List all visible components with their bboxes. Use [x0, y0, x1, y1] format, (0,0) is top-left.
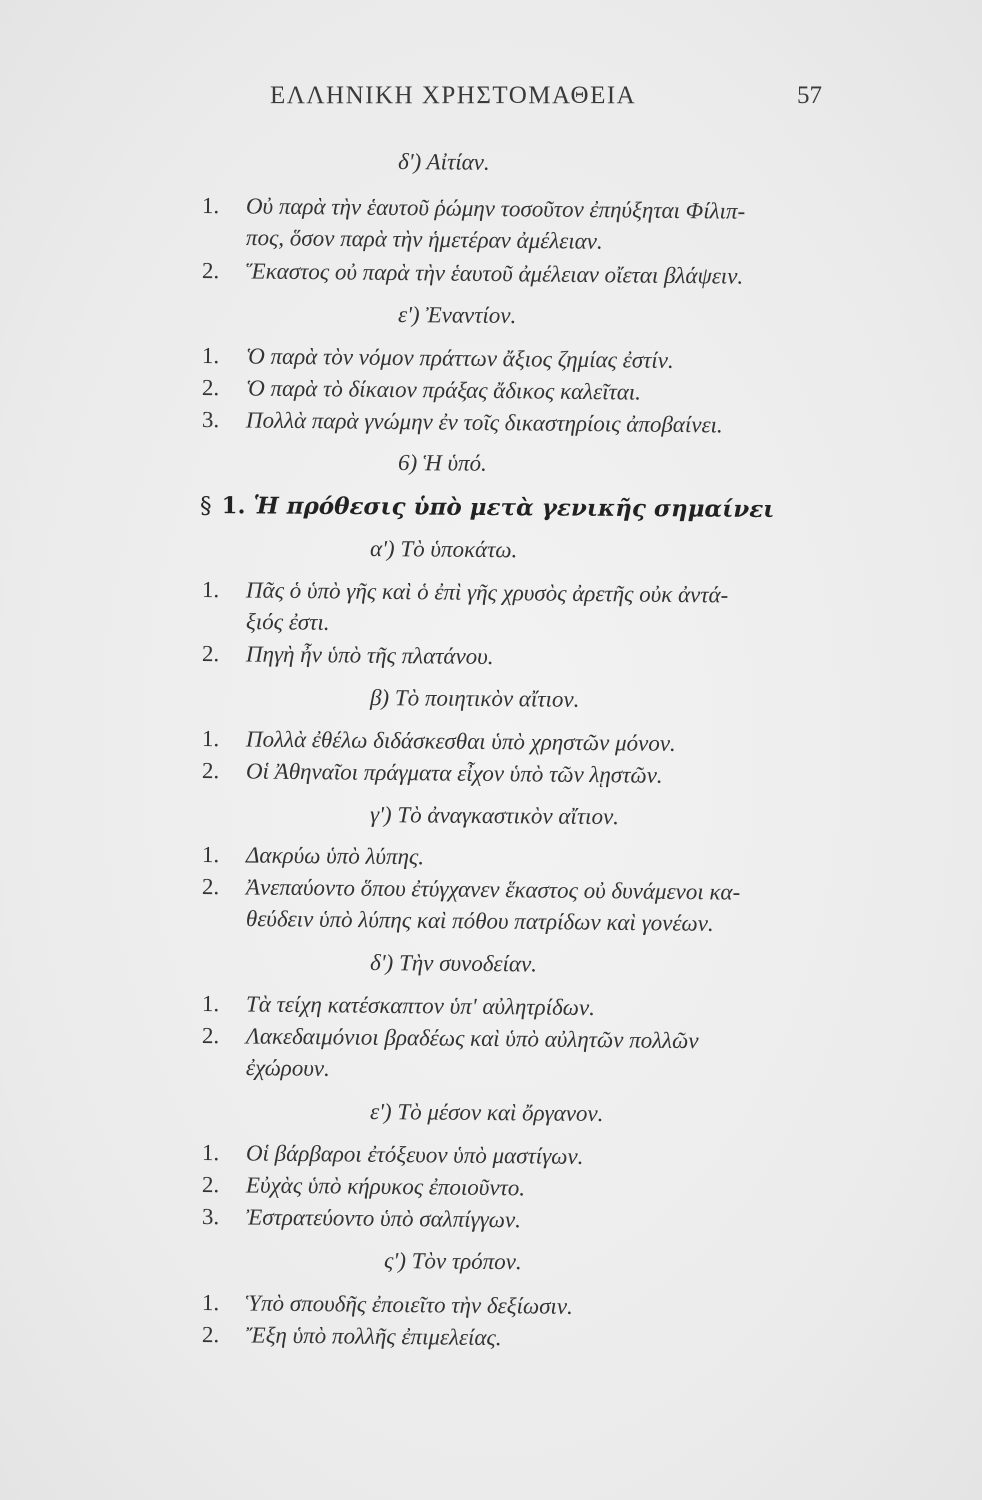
example-text: Ἐστρατεύοντο ὑπὸ σαλπίγγων. [245, 1204, 522, 1233]
example-text: Ἕκαστος οὐ παρὰ τὴν ἑαυτοῦ ἀμέλειαν οἴεται βλάψειν. [245, 258, 744, 289]
example-line [202, 341, 674, 376]
section-number: 1. [221, 492, 246, 520]
example-number: 2. [201, 1172, 220, 1198]
example-line [202, 256, 744, 292]
example-text: Δακρύω ὑπὸ λύπης. [245, 842, 425, 870]
part-heading-hypo: 6) Ἡ ὑπό. [397, 450, 487, 476]
example-text: Οὐ παρὰ τὴν ἑαυτοῦ ῥώμην τοσοῦτον ἐπηύξηται Φίλιπ- [245, 193, 746, 224]
example-line [202, 405, 723, 440]
example-line [202, 724, 676, 759]
example-number: 2. [201, 1023, 220, 1049]
example-line-continuation [246, 223, 603, 257]
example-line [202, 1170, 525, 1203]
example-number: 3. [201, 1204, 220, 1230]
example-line [202, 1138, 584, 1172]
example-number: 2. [201, 258, 220, 284]
example-number: 1. [201, 577, 220, 603]
example-number: 1. [201, 1290, 220, 1316]
example-line [202, 1288, 573, 1322]
example-text: Ὁ παρὰ τὸν νόμον πράττων ἄξιος ζημίας ἐστίν. [245, 343, 674, 373]
running-head [0, 82, 982, 118]
example-text: Ἔξη ὑπὸ πολλῆς ἐπιμελείας. [245, 1322, 502, 1351]
example-text: Λακεδαιμόνιοι βραδέως καὶ ὑπὸ αὐλητῶν πολλῶν [245, 1023, 699, 1054]
example-number: 2. [201, 375, 220, 401]
example-number: 2. [201, 641, 220, 667]
example-line [202, 989, 595, 1023]
example-number: 2. [201, 758, 220, 784]
example-text: Ὁ παρὰ τὸ δίκαιον πράξας ἄδικος καλεῖται. [245, 375, 642, 405]
example-number: 1. [201, 991, 220, 1017]
example-text: Πολλὰ ἐθέλω διδάσκεσθαι ὑπὸ χρηστῶν μόνον. [245, 726, 676, 756]
example-line [202, 1021, 699, 1056]
subheading-alpha-beneath: α') Τὸ ὑποκάτω. [369, 536, 518, 563]
example-number: 1. [201, 726, 220, 752]
section-title: Ἡ πρόθεσις ὑπὸ μετὰ γενικῆς σημαίνει [253, 492, 775, 524]
example-text: θεύδειν ὑπὸ λύπης καὶ πόθου πατρίδων καὶ γονέων. [245, 906, 714, 936]
example-text: Οἱ βάρβαροι ἐτόξευον ὑπὸ μαστίγων. [245, 1140, 584, 1169]
example-line [202, 1202, 521, 1235]
example-text: Πᾶς ὁ ὑπὸ γῆς καὶ ὁ ἐπὶ γῆς χρυσὸς ἀρετῆς οὐκ ἀντά- [245, 577, 729, 608]
example-text: Εὐχὰς ὑπὸ κήρυκος ἐποιοῦντο. [245, 1172, 526, 1201]
running-title: ΕΛΛΗΝΙΚΗ ΧΡΗΣΤΟΜΑΘΕΙΑ [270, 82, 637, 109]
example-number: 2. [201, 1322, 220, 1348]
example-text: ἐχώρουν. [245, 1055, 330, 1081]
example-number: 1. [201, 343, 220, 369]
subheading-delta-accompaniment: δ') Τὴν συνοδείαν. [369, 950, 538, 977]
example-text: Οἱ Ἀθηναῖοι πράγματα εἶχον ὑπὸ τῶν λῃστῶν. [245, 758, 663, 788]
subheading-stigma-manner: ς') Τὸν τρόπον. [383, 1248, 522, 1275]
subheading-epsilon-means: ε') Τὸ μέσον καὶ ὄργανον. [369, 1099, 604, 1127]
example-text: πος, ὅσον παρὰ τὴν ἡμετέραν ἀμέλειαν. [245, 225, 603, 254]
example-number: 1. [201, 193, 220, 219]
example-line [202, 1320, 502, 1353]
example-line [202, 756, 663, 791]
example-number: 2. [201, 874, 220, 900]
example-line [202, 575, 729, 611]
subheading-epsilon-contrary: ε') Ἐναντίον. [397, 302, 517, 329]
subheading-gamma-compelling-cause: γ') Τὸ ἀναγκαστικὸν αἴτιον. [369, 802, 620, 830]
example-number: 1. [201, 1140, 220, 1166]
example-line [202, 373, 641, 408]
section-heading [200, 490, 775, 526]
example-line [202, 639, 494, 672]
example-line [202, 872, 741, 908]
subheading-beta-efficient-cause: β) Τὸ ποιητικὸν αἴτιον. [369, 685, 580, 712]
example-line [202, 191, 746, 227]
subheading-delta-cause: δ') Αἰτίαν. [397, 149, 490, 175]
example-text: Πολλὰ παρὰ γνώμην ἐν τοῖς δικαστηρίοις ἀποβαίνει. [245, 407, 723, 438]
example-line [202, 840, 424, 872]
example-text: Ἀνεπαύοντο ὅπου ἐτύγχανεν ἕκαστος οὐ δυνάμενοι κα- [245, 874, 741, 905]
example-text: Ὑπὸ σπουδῆς ἐποιεῖτο τὴν δεξίωσιν. [245, 1290, 573, 1319]
example-text: Πηγὴ ἦν ὑπὸ τῆς πλατάνου. [245, 641, 494, 670]
example-number: 3. [201, 407, 220, 433]
example-text: ξιός ἐστι. [245, 609, 330, 635]
section-sign: § [199, 493, 212, 520]
example-number: 1. [201, 842, 220, 868]
example-line-continuation [246, 607, 330, 638]
example-text: Τὰ τείχη κατέσκαπτον ὑπ' αὐλητρίδων. [245, 991, 596, 1021]
example-line-continuation [246, 904, 714, 939]
page-number: 57 [797, 82, 822, 109]
example-line-continuation [246, 1053, 330, 1084]
